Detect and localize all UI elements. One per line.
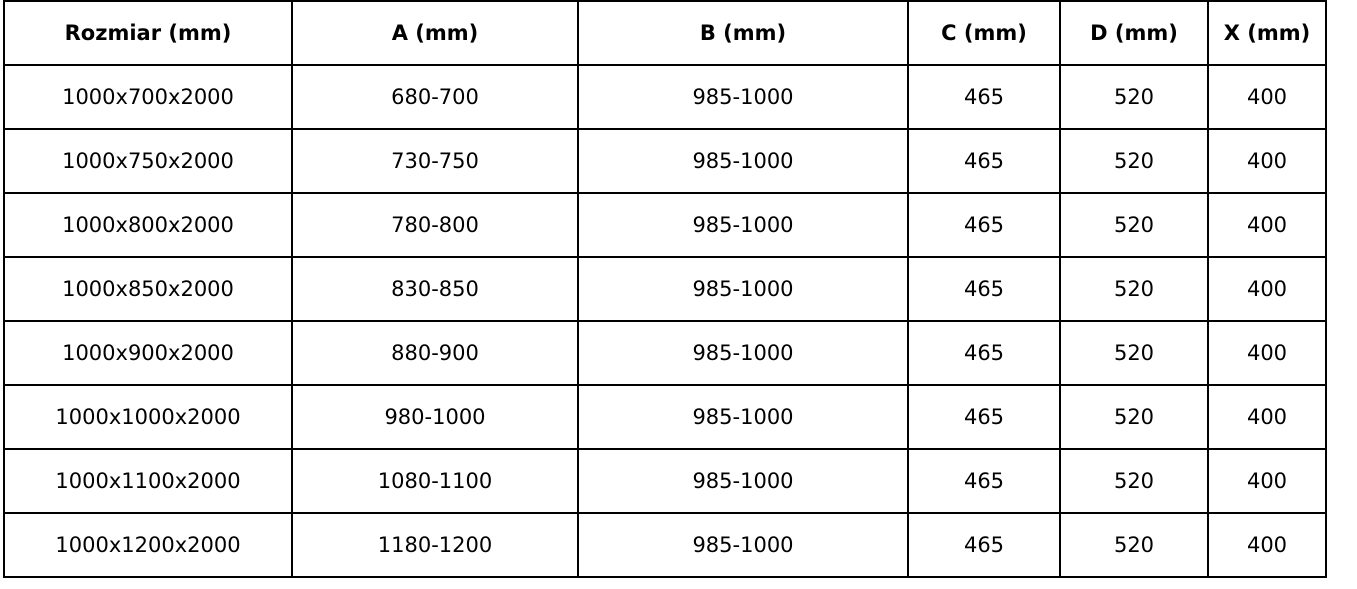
cell-size: 1000x750x2000 — [4, 129, 292, 193]
cell-c: 465 — [908, 193, 1060, 257]
cell-a: 730-750 — [292, 129, 578, 193]
cell-c: 465 — [908, 321, 1060, 385]
cell-b: 985-1000 — [578, 129, 908, 193]
table-row — [4, 129, 1326, 193]
cell-c: 465 — [908, 513, 1060, 577]
cell-size: 1000x800x2000 — [4, 193, 292, 257]
cell-b: 985-1000 — [578, 321, 908, 385]
table-header-row — [4, 1, 1326, 65]
cell-c: 465 — [908, 65, 1060, 129]
cell-x: 400 — [1208, 65, 1326, 129]
cell-a: 1180-1200 — [292, 513, 578, 577]
cell-d: 520 — [1060, 321, 1208, 385]
cell-b: 985-1000 — [578, 65, 908, 129]
cell-c: 465 — [908, 129, 1060, 193]
cell-x: 400 — [1208, 193, 1326, 257]
cell-size: 1000x1200x2000 — [4, 513, 292, 577]
table-row — [4, 321, 1326, 385]
cell-b: 985-1000 — [578, 385, 908, 449]
table-row — [4, 65, 1326, 129]
cell-b: 985-1000 — [578, 449, 908, 513]
column-header-x: X (mm) — [1208, 1, 1326, 65]
cell-c: 465 — [908, 385, 1060, 449]
cell-size: 1000x1100x2000 — [4, 449, 292, 513]
cell-size: 1000x850x2000 — [4, 257, 292, 321]
table-body — [4, 65, 1326, 577]
cell-d: 520 — [1060, 257, 1208, 321]
column-header-rozmiar: Rozmiar (mm) — [4, 1, 292, 65]
cell-size: 1000x700x2000 — [4, 65, 292, 129]
cell-x: 400 — [1208, 257, 1326, 321]
cell-d: 520 — [1060, 513, 1208, 577]
cell-d: 520 — [1060, 129, 1208, 193]
cell-b: 985-1000 — [578, 193, 908, 257]
cell-x: 400 — [1208, 129, 1326, 193]
cell-d: 520 — [1060, 193, 1208, 257]
table-header — [4, 1, 1326, 65]
cell-x: 400 — [1208, 321, 1326, 385]
cell-x: 400 — [1208, 513, 1326, 577]
table-row — [4, 449, 1326, 513]
cell-b: 985-1000 — [578, 513, 908, 577]
cell-a: 1080-1100 — [292, 449, 578, 513]
column-header-c: C (mm) — [908, 1, 1060, 65]
column-header-b: B (mm) — [578, 1, 908, 65]
table-row — [4, 513, 1326, 577]
cell-a: 680-700 — [292, 65, 578, 129]
cell-a: 780-800 — [292, 193, 578, 257]
cell-size: 1000x1000x2000 — [4, 385, 292, 449]
table-row — [4, 385, 1326, 449]
cell-c: 465 — [908, 257, 1060, 321]
dimensions-table — [3, 0, 1327, 578]
cell-c: 465 — [908, 449, 1060, 513]
cell-a: 980-1000 — [292, 385, 578, 449]
table-row — [4, 193, 1326, 257]
column-header-d: D (mm) — [1060, 1, 1208, 65]
cell-x: 400 — [1208, 385, 1326, 449]
cell-d: 520 — [1060, 385, 1208, 449]
cell-b: 985-1000 — [578, 257, 908, 321]
cell-size: 1000x900x2000 — [4, 321, 292, 385]
cell-a: 880-900 — [292, 321, 578, 385]
table-row — [4, 257, 1326, 321]
cell-d: 520 — [1060, 449, 1208, 513]
cell-x: 400 — [1208, 449, 1326, 513]
column-header-a: A (mm) — [292, 1, 578, 65]
cell-a: 830-850 — [292, 257, 578, 321]
cell-d: 520 — [1060, 65, 1208, 129]
